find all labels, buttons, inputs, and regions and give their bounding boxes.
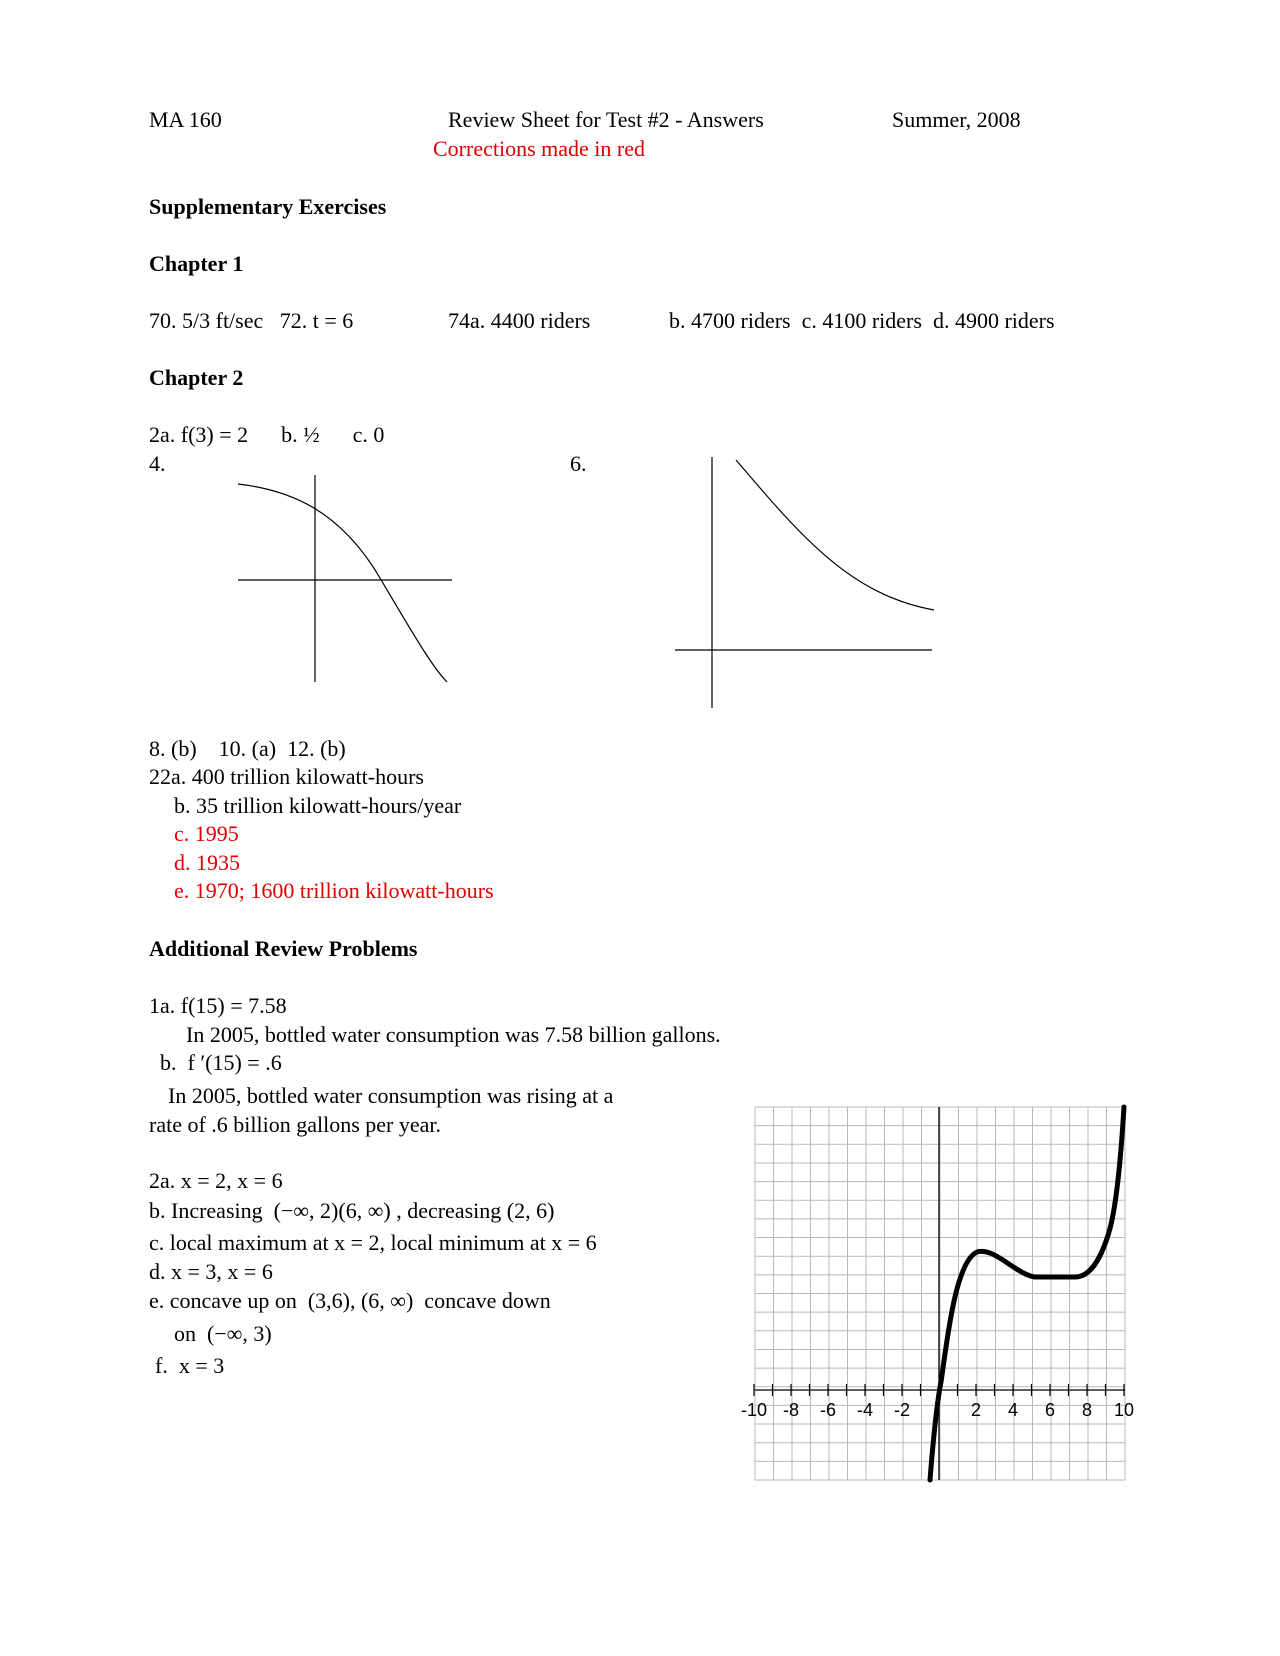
- graph4-curve: [238, 484, 447, 682]
- corrections-note: Corrections made in red: [433, 136, 645, 161]
- ch1-answers-74bcd: b. 4700 riders c. 4100 riders d. 4900 riders: [669, 308, 1055, 333]
- x-tick-label: 6: [1044, 1400, 1056, 1420]
- graph-problem-6: [670, 455, 940, 715]
- ch2-label-6: 6.: [570, 451, 587, 476]
- document-title: Review Sheet for Test #2 - Answers: [448, 107, 764, 132]
- ch2-answer-22b: b. 35 trillion kilowatt-hours/year: [174, 793, 462, 818]
- x-tick-label: 4: [1007, 1400, 1019, 1420]
- chapter2-heading: Chapter 2: [149, 365, 244, 390]
- add-p2b: b. Increasing (−∞, 2)(6, ∞) , decreasing (2, 6): [149, 1198, 555, 1223]
- add-p2c: c. local maximum at x = 2, local minimum at x = 6: [149, 1230, 597, 1255]
- ch2-answer-2: 2a. f(3) = 2 b. ½ c. 0: [149, 422, 385, 447]
- graph2-grid: [755, 1107, 1125, 1480]
- x-tick-label: -6: [819, 1400, 837, 1420]
- add-p2e-2: on (−∞, 3): [174, 1321, 272, 1346]
- x-tick-label: -8: [782, 1400, 800, 1420]
- graph-problem-4: [230, 470, 460, 690]
- add-p1b: b. f ′(15) = .6: [160, 1050, 282, 1075]
- add-p1b-text-2: rate of .6 billion gallons per year.: [149, 1112, 442, 1137]
- add-p1b-text-1: In 2005, bottled water consumption was rising at a: [168, 1083, 614, 1108]
- x-tick-label: -4: [856, 1400, 874, 1420]
- add-p2f: f. x = 3: [155, 1353, 225, 1378]
- add-p2d: d. x = 3, x = 6: [149, 1259, 273, 1284]
- ch2-answer-22e: e. 1970; 1600 trillion kilowatt-hours: [174, 878, 494, 903]
- add-p1a-text: In 2005, bottled water consumption was 7.58 billion gallons.: [186, 1022, 721, 1047]
- x-tick-label: -10: [740, 1400, 768, 1420]
- supplementary-heading: Supplementary Exercises: [149, 194, 387, 219]
- x-tick-label: -2: [893, 1400, 911, 1420]
- additional-heading: Additional Review Problems: [149, 936, 418, 961]
- graph6-curve: [736, 460, 934, 610]
- x-tick-label: 8: [1081, 1400, 1093, 1420]
- add-p2a: 2a. x = 2, x = 6: [149, 1168, 283, 1193]
- ch2-label-4: 4.: [149, 451, 166, 476]
- add-p2e: e. concave up on (3,6), (6, ∞) concave down: [149, 1288, 551, 1313]
- ch2-answer-22a: 22a. 400 trillion kilowatt-hours: [149, 764, 424, 789]
- ch2-answers-8-12: 8. (b) 10. (a) 12. (b): [149, 736, 346, 761]
- ch1-answer-74a: 74a. 4400 riders: [448, 308, 591, 333]
- term-label: Summer, 2008: [892, 107, 1021, 132]
- chapter1-heading: Chapter 1: [149, 251, 244, 276]
- ch2-answer-22d: d. 1935: [174, 850, 240, 875]
- ch2-answer-22c: c. 1995: [174, 821, 239, 846]
- course-label: MA 160: [149, 107, 222, 132]
- ch1-answers-70-72: 70. 5/3 ft/sec 72. t = 6: [149, 308, 354, 333]
- x-tick-label: 10: [1113, 1400, 1135, 1420]
- x-tick-label: 2: [970, 1400, 982, 1420]
- graph-problem-2: [735, 1102, 1145, 1492]
- add-p1a: 1a. f(15) = 7.58: [149, 993, 287, 1018]
